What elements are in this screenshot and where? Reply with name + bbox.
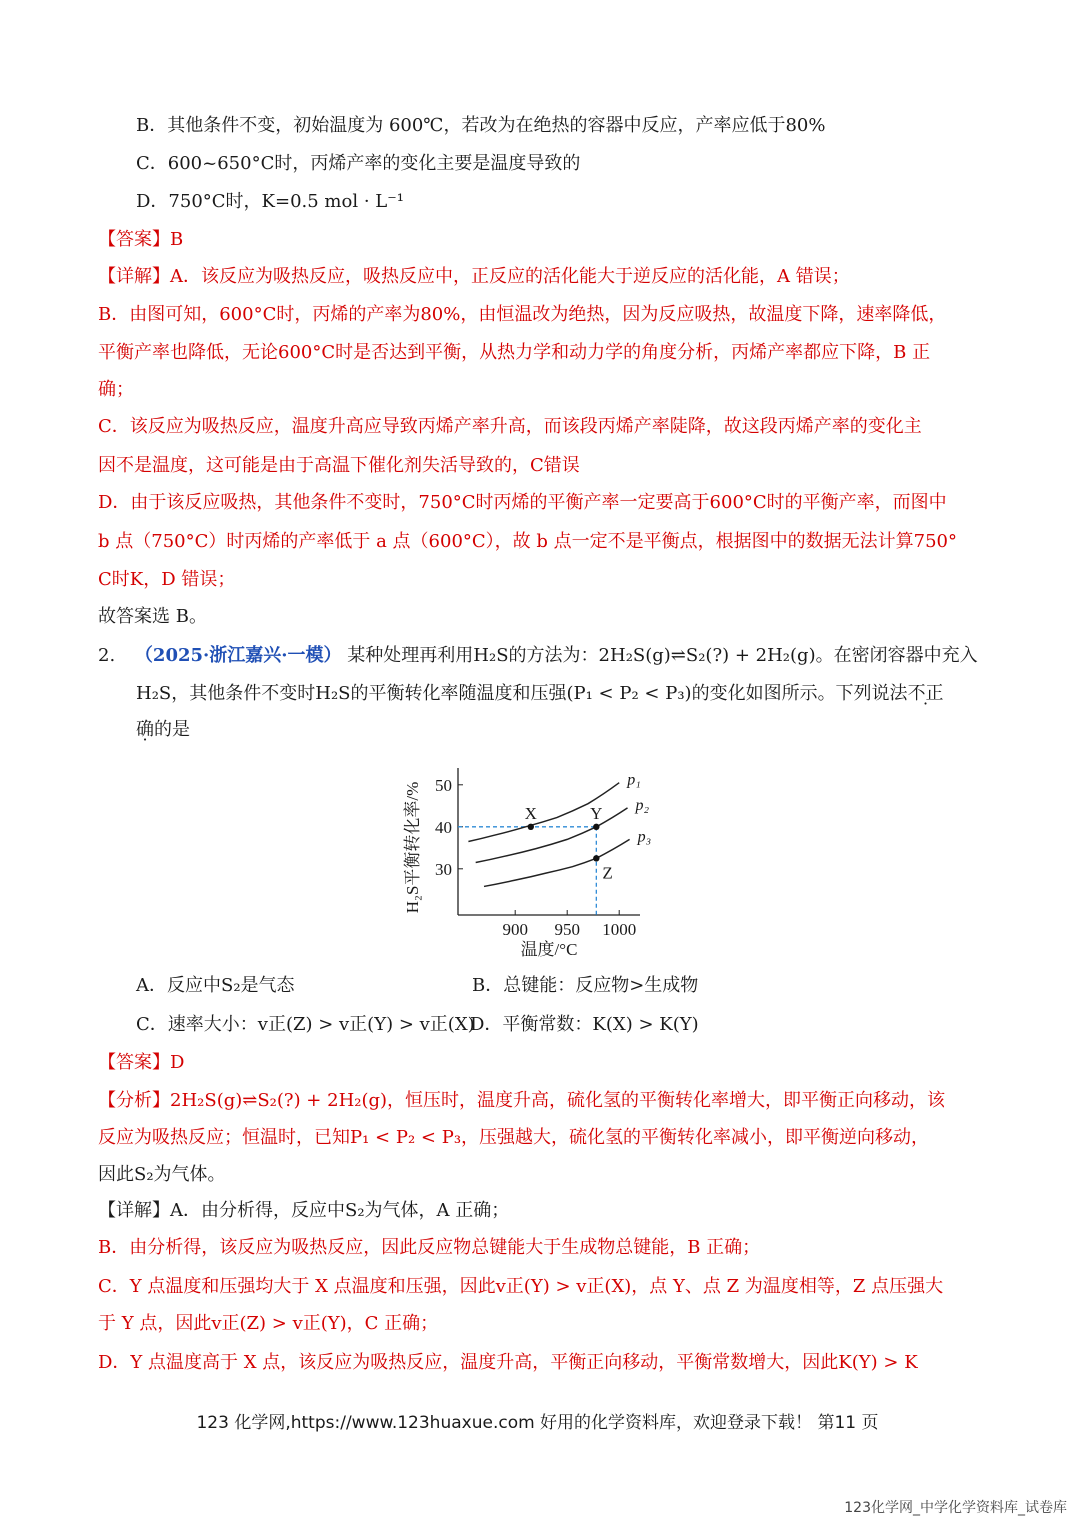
q1-option-b: B．其他条件不变，初始温度为 600℃，若改为在绝热的容器中反应，产率应低于80% [136, 115, 826, 136]
q1-explain-line: b 点（750°C）时丙烯的产率低于 a 点（600°C），故 b 点一定不是平衡点，根据图中的数据无法计算750° [98, 531, 957, 552]
q2-source: （2025·浙江嘉兴·一模） [134, 645, 342, 666]
q2-explain-line: C．Y 点温度和压强均大于 X 点温度和压强，因此v正(Y) > v正(X)，点 Y、点 Z 为温度相等，Z 点压强大 [98, 1276, 944, 1297]
q2-option-c: C．速率大小：v正(Z) > v正(Y) > v正(X) [136, 1014, 475, 1035]
data-point [528, 824, 534, 830]
q1-option-c: C．600~650°C时，丙烯产率的变化主要是温度导致的 [136, 153, 581, 174]
series-label: p₃ [637, 828, 652, 846]
q2-analysis-line: 因此S₂为气体。 [98, 1164, 226, 1185]
q1-explain-line: D．由于该反应吸热，其他条件不变时，750°C时丙烯的平衡产率一定要高于600°C时的平衡产率，而图中 [98, 492, 947, 513]
point-label: Z [602, 863, 613, 883]
q2-stem-line2 [136, 682, 944, 706]
point-label: X [524, 803, 537, 823]
data-point [593, 824, 599, 830]
q2-emphasis: 确 [136, 719, 154, 740]
y-tick-label: 50 [435, 775, 452, 795]
q1-explain-line: C．该反应为吸热反应，温度升高应导致丙烯产率升高，而该段丙烯产率陡降，故这段丙烯产率的变化主 [98, 416, 922, 437]
data-point [593, 855, 599, 861]
q2-stem-text: 某种处理再利用H₂S的方法为：2H₂S(g)⇌S₂(?) + 2H₂(g)。在密闭容器中充入 [347, 645, 978, 666]
y-tick-label: 40 [435, 817, 452, 837]
chart-points [528, 824, 600, 862]
q2-explain-line: B．由分析得，该反应为吸热反应，因此反应物总键能大于生成物总键能，B 正确； [98, 1237, 761, 1258]
q1-option-d: D．750°C时，K=0.5 mol · L⁻¹ [136, 191, 404, 212]
y-tick-label: 30 [435, 859, 452, 879]
q1-explain-line: B．由图可知，600°C时，丙烯的产率为80%，由恒温改为绝热，因为反应吸热，故温度下降，速率降低， [98, 304, 947, 325]
q1-explain-line: C时K，D 错误； [98, 569, 236, 590]
q2-explain-line: 于 Y 点，因此v正(Z) > v正(Y)，C 正确； [98, 1313, 439, 1334]
q2-stem-line1 [98, 644, 978, 668]
x-tick-label: 900 [502, 920, 528, 939]
q1-answer: 【答案】B [98, 229, 184, 250]
q2-stem-text: 的是 [154, 719, 190, 740]
chart-guide-lines [458, 827, 596, 915]
site-watermark: 123化学网_中学化学资料库_试卷库 [844, 1500, 1067, 1516]
series-label: p₁ [627, 771, 641, 789]
q2-number: 2. [98, 645, 116, 666]
page-footer: 123 化学网,https://www.123huaxue.com 好用的化学资料库，欢迎登录下载！ 第11 页 [196, 1413, 879, 1433]
y-axis-label: H₂S平衡转化率/% [403, 781, 422, 914]
q2-stem-text: H₂S，其他条件不变时H₂S的平衡转化率随温度和压强(P₁ < P₂ < P₃)的变化如图所示。下列说法 [136, 683, 908, 704]
conversion-rate-chart [390, 760, 690, 960]
q2-option-a: A．反应中S₂是气态 [136, 975, 295, 996]
q2-option-b: B．总键能：反应物>生成物 [472, 975, 699, 996]
q2-emphasis: 不正 [907, 683, 944, 704]
chart-series [468, 772, 651, 887]
point-label: Y [590, 803, 603, 823]
q1-explain-line: 平衡产率也降低，无论600°C时是否达到平衡，从热力学和动力学的角度分析，丙烯产率都应下降，B 正 [98, 342, 931, 363]
q2-analysis-line: 反应为吸热反应；恒温时，已知P₁ < P₂ < P₃，压强越大，硫化氢的平衡转化率减小，即平衡逆向移动， [98, 1127, 930, 1148]
q1-conclusion: 故答案选 B。 [98, 606, 207, 627]
q2-answer: 【答案】D [98, 1052, 185, 1073]
x-tick-label: 950 [554, 920, 580, 939]
chart-labels [525, 804, 613, 883]
q2-option-d: D．平衡常数：K(X) > K(Y) [470, 1014, 699, 1035]
q1-explain-line: 确； [98, 379, 134, 400]
q2-analysis-line: 【分析】2H₂S(g)⇌S₂(?) + 2H₂(g)，恒压时，温度升高，硫化氢的平衡转化率增大，即平衡正向移动，该 [98, 1090, 946, 1111]
q2-explain-line: 【详解】A．由分析得，反应中S₂为气体，A 正确； [98, 1200, 510, 1221]
series-label: p₂ [635, 796, 650, 814]
x-axis-label: 温度/°C [520, 940, 578, 959]
q2-stem-line3 [136, 718, 190, 742]
x-tick-label: 1000 [602, 920, 637, 939]
q2-explain-line: D．Y 点温度高于 X 点，该反应为吸热反应，温度升高，平衡正向移动，平衡常数增大，因此K(Y) > K [98, 1352, 918, 1373]
q1-explain-line: 因不是温度，这可能是由于高温下催化剂失活导致的，C错误 [98, 455, 580, 476]
q1-explain-line: 【详解】A．该反应为吸热反应，吸热反应中，正反应的活化能大于逆反应的活化能，A 错误； [98, 266, 850, 287]
